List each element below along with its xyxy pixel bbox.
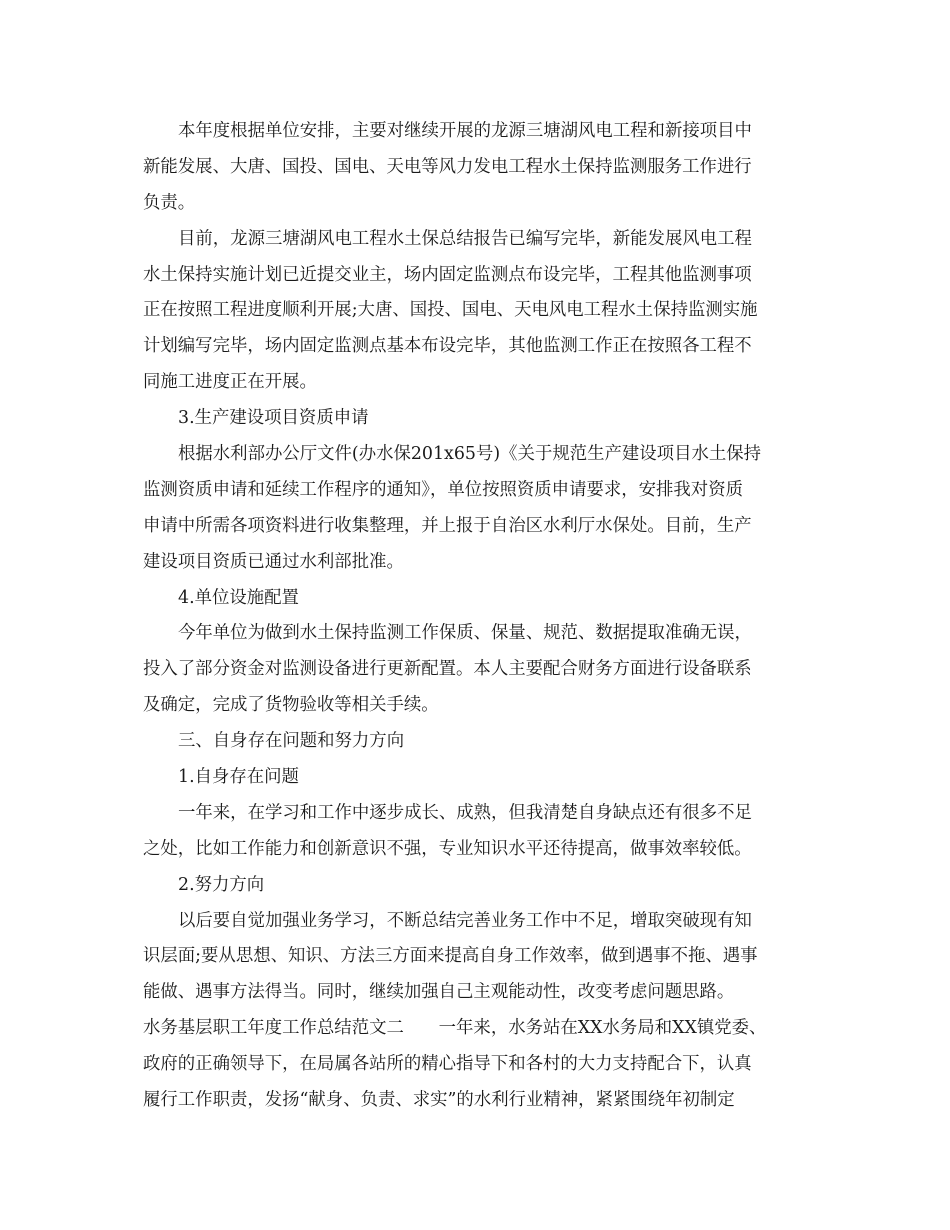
text-line: 负责。 bbox=[143, 192, 196, 213]
text-line: 新能发展、大唐、国投、国电、天电等风力发电工程水土保持监测服务工作进行 bbox=[143, 156, 752, 177]
text-line: 以后要自觉加强业务学习，不断总结完善业务工作中不足，增取突破现有知 bbox=[178, 910, 752, 931]
document-body bbox=[143, 114, 803, 1119]
text-line: 根据水利部办公厅文件(办水保201x65号)《关于规范生产建设项目水土保持 bbox=[178, 444, 762, 465]
text-line: 3.生产建设项目资质申请 bbox=[178, 408, 369, 429]
text-line: 计划编写完毕，场内固定监测点基本布设完毕，其他监测工作正在按照各工程不 bbox=[143, 336, 752, 357]
text-line: 4.单位设施配置 bbox=[178, 587, 299, 608]
text-line: 水土保持实施计划已近提交业主，场内固定监测点布设完毕，工程其他监测事项 bbox=[143, 264, 752, 285]
text-line: 履行工作职责，发扬“献身、负责、求实”的水利行业精神，紧紧围绕年初制定 bbox=[143, 1090, 735, 1111]
text-line: 1.自身存在问题 bbox=[178, 767, 299, 788]
text-line: 目前，龙源三塘湖风电工程水土保总结报告已编写完毕，新能发展风电工程 bbox=[178, 228, 752, 249]
text-line: 投入了部分资金对监测设备进行更新配置。本人主要配合财务方面进行设备联系 bbox=[143, 659, 752, 680]
text-line: 建设项目资质已通过水利部批准。 bbox=[143, 551, 404, 572]
text-line: 一年来，在学习和工作中逐步成长、成熟，但我清楚自身缺点还有很多不足 bbox=[178, 802, 752, 823]
text-line: 监测资质申请和延续工作程序的通知》，单位按照资质申请要求，安排我对资质 bbox=[143, 479, 743, 500]
text-line: 正在按照工程进度顺利开展;大唐、国投、国电、天电风电工程水土保持监测实施 bbox=[143, 300, 758, 321]
text-line: 识层面;要从思想、知识、方法三方面来提高自身工作效率，做到遇事不拖、遇事 bbox=[143, 946, 758, 967]
text-line: 申请中所需各项资料进行收集整理，并上报于自治区水利厅水保处。目前，生产 bbox=[143, 515, 752, 536]
text-line: 政府的正确领导下，在局属各站所的精心指导下和各村的大力支持配合下，认真 bbox=[143, 1054, 752, 1075]
text-line: 之处，比如工作能力和创新意识不强，专业知识水平还待提高，做事效率较低。 bbox=[143, 838, 752, 859]
text-line: 同施工进度正在开展。 bbox=[143, 372, 317, 393]
text-line: 水务基层职工年度工作总结范文二 一年来，水务站在XX水务局和XX镇党委、 bbox=[143, 1018, 767, 1039]
text-line: 2.努力方向 bbox=[178, 874, 265, 895]
text-line: 及确定，完成了货物验收等相关手续。 bbox=[143, 695, 439, 716]
text-line: 三、自身存在问题和努力方向 bbox=[178, 731, 405, 752]
text-line: 本年度根据单位安排，主要对继续开展的龙源三塘湖风电工程和新接项目中 bbox=[178, 121, 752, 141]
text-line: 能做、遇事方法得当。同时，继续加强自己主观能动性，改变考虑问题思路。 bbox=[143, 982, 735, 1003]
text-line: 今年单位为做到水土保持监测工作保质、保量、规范、数据提取准确无误， bbox=[178, 623, 752, 644]
